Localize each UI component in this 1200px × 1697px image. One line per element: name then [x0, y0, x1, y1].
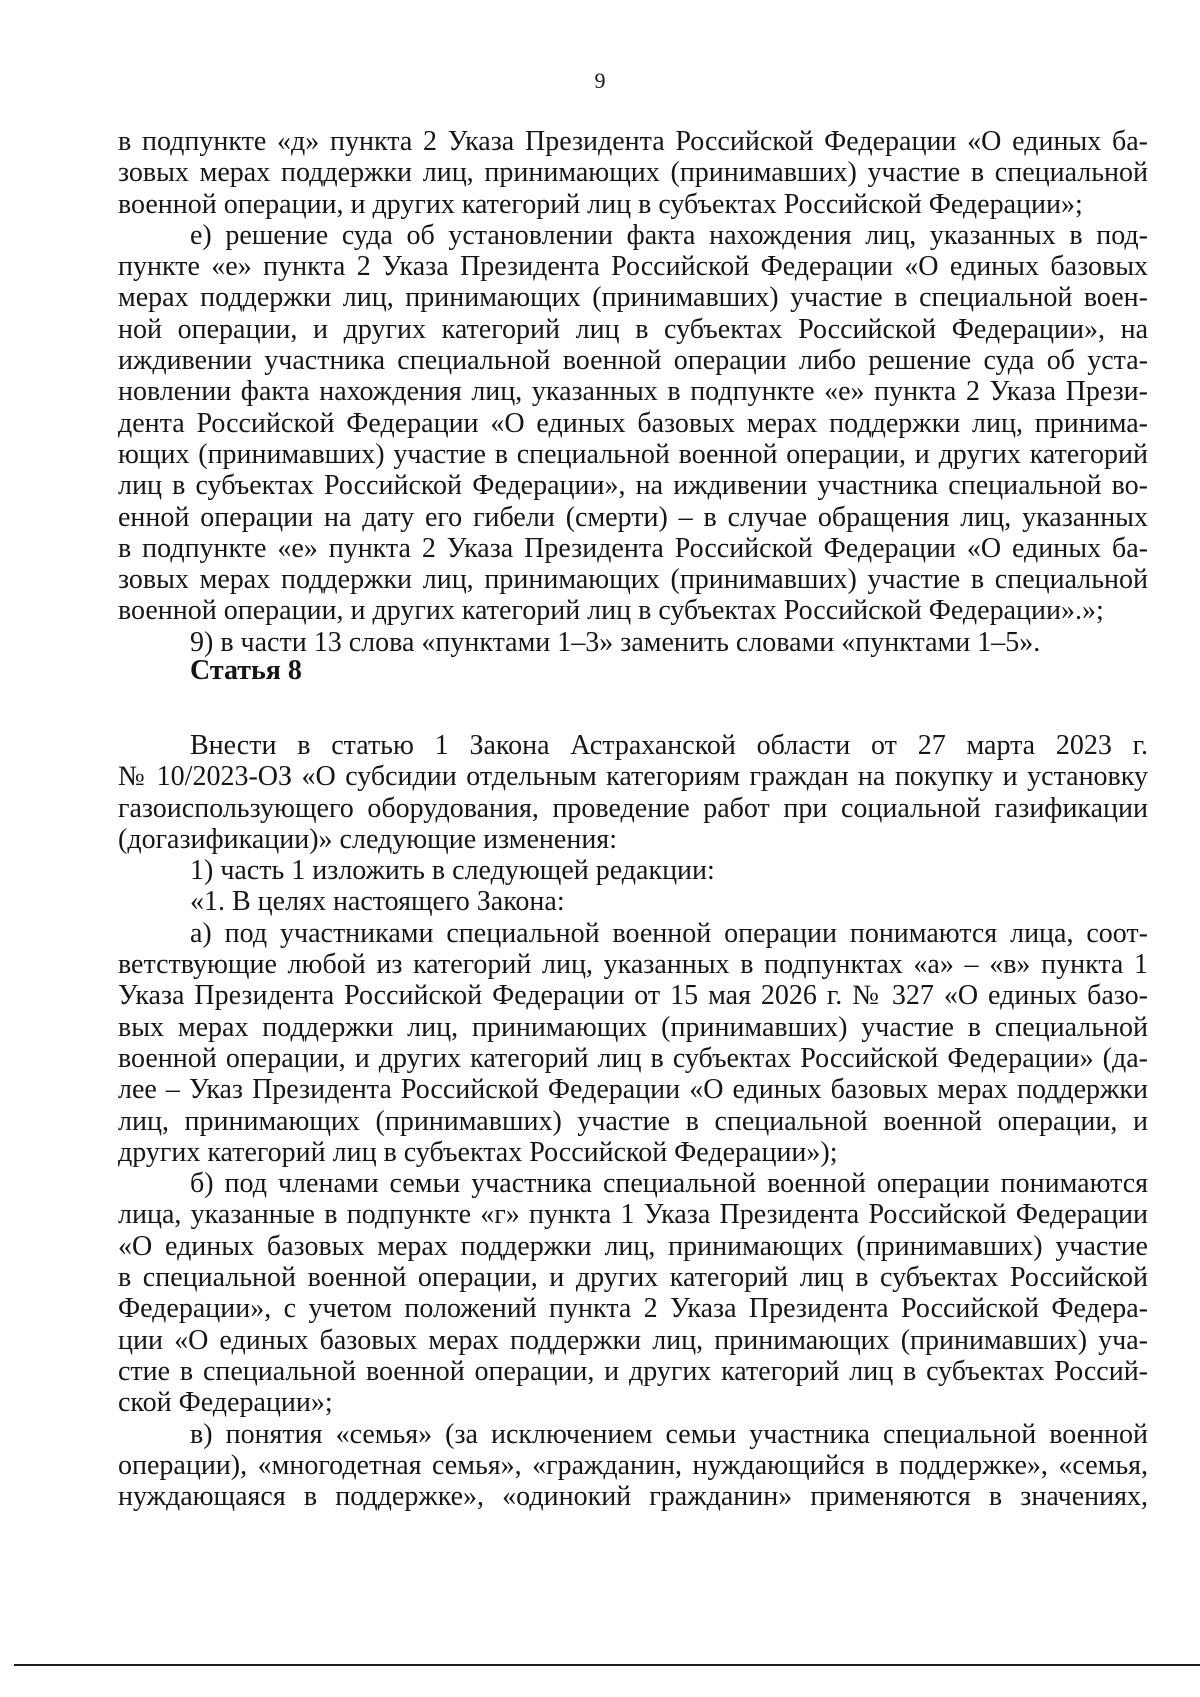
- text-line: ной операции, и других категорий лиц в субъектах Российской Федерации», на: [118, 313, 1148, 345]
- text-line: в) понятия «семья» (за исключением семьи участника специальной военной: [190, 1418, 1148, 1450]
- text-line: нуждающаяся в поддержке», «одинокий гражданин» применяются в значениях,: [118, 1481, 1148, 1513]
- text-line: зовых мерах поддержки лиц, принимающих (принимавших) участие в специальной: [118, 564, 1148, 596]
- text-line: военной операции, и других категорий лиц в субъектах Российской Федерации» (да-: [118, 1042, 1148, 1074]
- text-block-top: [118, 126, 1148, 658]
- text-line: ской Федерации»;: [118, 1387, 333, 1419]
- text-line: зовых мерах поддержки лиц, принимающих (принимавших) участие в специальной: [118, 157, 1148, 189]
- text-line: лиц, принимающих (принимавших) участие в специальной военной операции, и: [118, 1105, 1148, 1137]
- text-line: «О единых базовых мерах поддержки лиц, принимающих (принимавших) участие: [118, 1230, 1148, 1262]
- text-line: «1. В целях настоящего Закона:: [190, 886, 565, 918]
- text-line: 1) часть 1 изложить в следующей редакции:: [190, 855, 715, 887]
- text-line: № 10/2023-ОЗ «О субсидии отдельным категориям граждан на покупку и установку: [118, 761, 1148, 793]
- page-number: 9: [594, 68, 606, 93]
- text-block-bottom: [118, 730, 1148, 1512]
- footer-divider: [14, 1664, 1200, 1666]
- text-line: других категорий лиц в субъектах Российской Федерации»);: [118, 1136, 838, 1168]
- text-line: ющих (принимавших) участие в специальной военной операции, и других категорий: [118, 438, 1148, 470]
- text-line: б) под членами семьи участника специальной военной операции понимаются: [190, 1168, 1148, 1200]
- text-line: лее – Указ Президента Российской Федерации «О единых базовых мерах поддержки: [118, 1074, 1148, 1106]
- text-line: новлении факта нахождения лиц, указанных в подпункте «е» пункта 2 Указа Прези-: [118, 376, 1148, 408]
- text-line: дента Российской Федерации «О единых базовых мерах поддержки лиц, принима-: [118, 407, 1148, 439]
- text-line: операции), «многодетная семья», «гражданин, нуждающийся в поддержке», «семья,: [118, 1449, 1148, 1481]
- text-line: е) решение суда об установлении факта нахождения лиц, указанных в под-: [190, 219, 1148, 251]
- text-line: (догазификации)» следующие изменения:: [118, 823, 617, 855]
- text-line: военной операции, и других категорий лиц в субъектах Российской Федерации»;: [118, 188, 1083, 220]
- text-line: енной операции на дату его гибели (смерти) – в случае обращения лиц, указанных: [118, 501, 1148, 533]
- article-heading: Статья 8: [190, 655, 302, 686]
- text-line: лиц в субъектах Российской Федерации», на иждивении участника специальной во-: [118, 470, 1148, 502]
- text-line: стие в специальной военной операции, и других категорий лиц в субъектах Россий-: [118, 1355, 1148, 1387]
- text-line: в подпункте «д» пункта 2 Указа Президента Российской Федерации «О единых ба-: [118, 126, 1148, 157]
- text-line: а) под участниками специальной военной операции понимаются лица, соот-: [190, 917, 1148, 949]
- text-line: лица, указанные в подпункте «г» пункта 1 Указа Президента Российской Федерации: [118, 1199, 1148, 1231]
- text-line: ции «О единых базовых мерах поддержки лиц, принимающих (принимавших) уча-: [118, 1324, 1148, 1356]
- text-line: Федерации», с учетом положений пункта 2 Указа Президента Российской Федера-: [118, 1293, 1148, 1325]
- text-line: иждивении участника специальной военной операции либо решение суда об уста-: [118, 345, 1148, 377]
- text-line: Внести в статью 1 Закона Астраханской области от 27 марта 2023 г.: [190, 730, 1148, 761]
- text-line: в подпункте «е» пункта 2 Указа Президента Российской Федерации «О единых ба-: [118, 532, 1148, 564]
- text-line: газоиспользующего оборудования, проведение работ при социальной газификации: [118, 792, 1148, 824]
- text-line: вых мерах поддержки лиц, принимающих (принимавших) участие в специальной: [118, 1011, 1148, 1043]
- text-line: мерах поддержки лиц, принимающих (принимавших) участие в специальной воен-: [118, 282, 1148, 314]
- text-line: Указа Президента Российской Федерации от 15 мая 2026 г. № 327 «О единых базо-: [118, 980, 1148, 1012]
- text-line: в специальной военной операции, и других категорий лиц в субъектах Российской: [118, 1262, 1148, 1294]
- text-line: военной операции, и других категорий лиц в субъектах Российской Федерации».»;: [118, 595, 1104, 627]
- text-line: 9) в части 13 слова «пунктами 1–3» заменить словами «пунктами 1–5».: [190, 626, 1041, 658]
- text-line: ветствующие любой из категорий лиц, указанных в подпунктах «а» – «в» пункта 1: [118, 949, 1148, 981]
- text-line: пункте «е» пункта 2 Указа Президента Российской Федерации «О единых базовых: [118, 251, 1148, 283]
